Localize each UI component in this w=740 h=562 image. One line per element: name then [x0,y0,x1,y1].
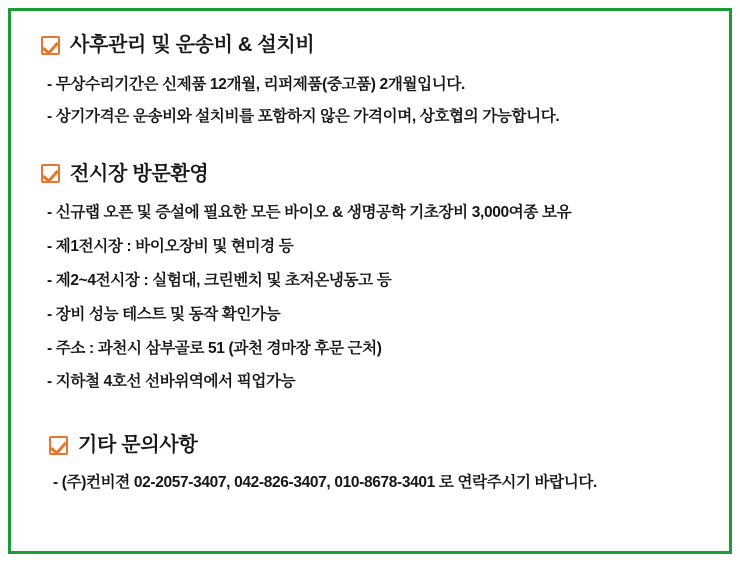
list-item: - 상기가격은 운송비와 설치비를 포함하지 않은 가격이며, 상호협의 가능합니다. [47,107,560,125]
section-item-list [37,473,703,494]
list-item: - 제1전시장 : 바이오장비 및 현미경 등 [47,237,294,255]
section-heading [49,433,703,457]
list-item: - 신규랩 오픈 및 증설에 필요한 모든 바이오 & 생명공학 기초장비 3,000여종 보유 [47,203,572,221]
section-item-list [37,75,703,128]
section-title: 전시장 방문환영 [70,162,209,185]
section-title: 기타 문의사항 [78,434,198,457]
list-item: - 무상수리기간은 신제품 12개월, 리퍼제품(중고품) 2개월입니다. [47,76,465,93]
section-item-list [37,203,703,394]
section-other-inquiries [37,433,703,494]
list-item: - 지하철 4호선 선바위역에서 픽업가능 [47,373,296,391]
check-box-icon [41,164,60,183]
list-item: - 주소 : 과천시 삼부골로 51 (과천 경마장 후문 근처) [47,339,382,357]
section-showroom-visit [37,162,703,394]
section-heading [41,162,703,186]
section-title: 사후관리 및 운송비 & 설치비 [70,34,315,56]
check-box-icon [41,36,60,55]
list-item: - (주)컨비젼 02-2057-3407, 042-826-3407, 010-8678-3401 로 연락주시기 바랍니다. [53,474,597,492]
section-heading [41,33,703,57]
list-item: - 제2~4전시장 : 실험대, 크린벤치 및 초저온냉동고 등 [47,271,392,289]
check-box-icon [49,436,68,455]
section-after-service [37,33,703,128]
bordered-content-frame [8,8,732,554]
list-item: - 장비 성능 테스트 및 동작 확인가능 [47,305,281,323]
